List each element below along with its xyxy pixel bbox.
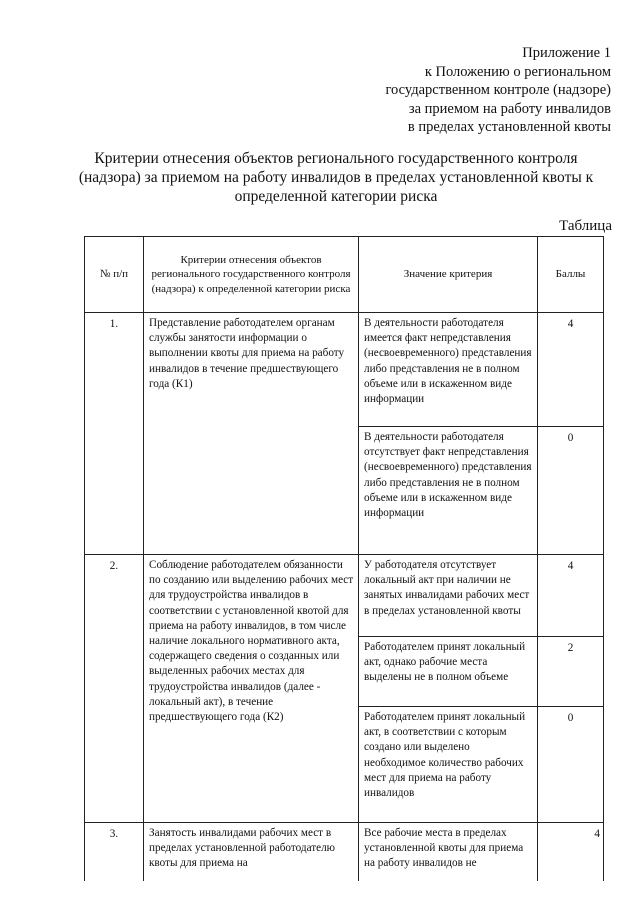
appendix-line: в пределах установленной квоты xyxy=(407,119,611,135)
criteria-score: 0 xyxy=(538,427,604,555)
criteria-score: 0 xyxy=(538,707,604,823)
header-num: № п/п xyxy=(85,237,144,313)
header-score: Баллы xyxy=(538,237,604,313)
title-line: Критерии отнесения объектов регионального государственного контроля xyxy=(94,150,578,167)
criteria-table xyxy=(84,236,604,881)
header-criteria: Критерии отнесения объектов регионального государственного контроля (надзора) к определенной категории риска xyxy=(144,237,359,313)
table-row xyxy=(85,823,604,881)
header-value: Значение критерия xyxy=(359,237,538,313)
row-number: 2. xyxy=(85,555,144,823)
title-line: определенной категории риска xyxy=(234,188,438,205)
criteria-value: Все рабочие места в пределах установленной квоты для приема на работу инвалидов не xyxy=(359,823,538,881)
appendix-block xyxy=(385,44,611,137)
criteria-value: В деятельности работодателя отсутствует факт непредставления (несвоевременного) представления либо представления не в полном объеме или в искаженном виде информации xyxy=(359,427,538,555)
title-line: (надзора) за приемом на работу инвалидов в пределах установленной квоты к xyxy=(78,169,594,186)
criteria-value: У работодателя отсутствует локальный акт при наличии не занятых инвалидами рабочих мест в пределах установленной квоты xyxy=(359,555,538,637)
document-title xyxy=(60,149,612,206)
table-row xyxy=(85,555,604,637)
row-criteria: Занятость инвалидами рабочих мест в пределах установленной работодателю квоты для приема на xyxy=(144,823,359,881)
criteria-value: В деятельности работодателя имеется факт непредставления (несвоевременного) представления либо представления не в полном объеме или в искаженном виде информации xyxy=(359,313,538,427)
criteria-score: 4 xyxy=(538,313,604,427)
appendix-line: Приложение 1 xyxy=(522,45,611,61)
criteria-value: Работодателем принят локальный акт, однако рабочие места выделены не в полном объеме xyxy=(359,637,538,707)
criteria-score: 4 xyxy=(538,555,604,637)
row-criteria: Соблюдение работодателем обязанности по созданию или выделению рабочих мест для трудоустройства инвалидов в соответствии с установленной квотой для приема на работу инвалидов, в том числе наличие локального нормативного акта, содержащего сведения о созданных или выделенных рабочих местах для трудоустройства инвалидов (далее - локальный акт), в течение предшествующего года (К2) xyxy=(144,555,359,823)
row-number: 3. xyxy=(85,823,144,881)
appendix-line: за приемом на работу инвалидов xyxy=(408,100,611,117)
criteria-score: 2 xyxy=(538,637,604,707)
table-header-row xyxy=(85,237,604,313)
appendix-line: государственном контроле (надзоре) xyxy=(385,82,611,98)
row-number: 1. xyxy=(85,313,144,555)
criteria-score: 4 xyxy=(538,823,604,881)
criteria-value: Работодателем принят локальный акт, в соответствии с которым создано или выделено необходимое количество рабочих мест для приема на работу инвалидов xyxy=(359,707,538,823)
table-row xyxy=(85,313,604,427)
appendix-line: к Положению о региональном xyxy=(424,63,611,80)
row-criteria: Представление работодателем органам службы занятости информации о выполнении квоты для приема на работу инвалидов в течение предшествующего года (К1) xyxy=(144,313,359,555)
table-label: Таблица xyxy=(559,218,612,234)
